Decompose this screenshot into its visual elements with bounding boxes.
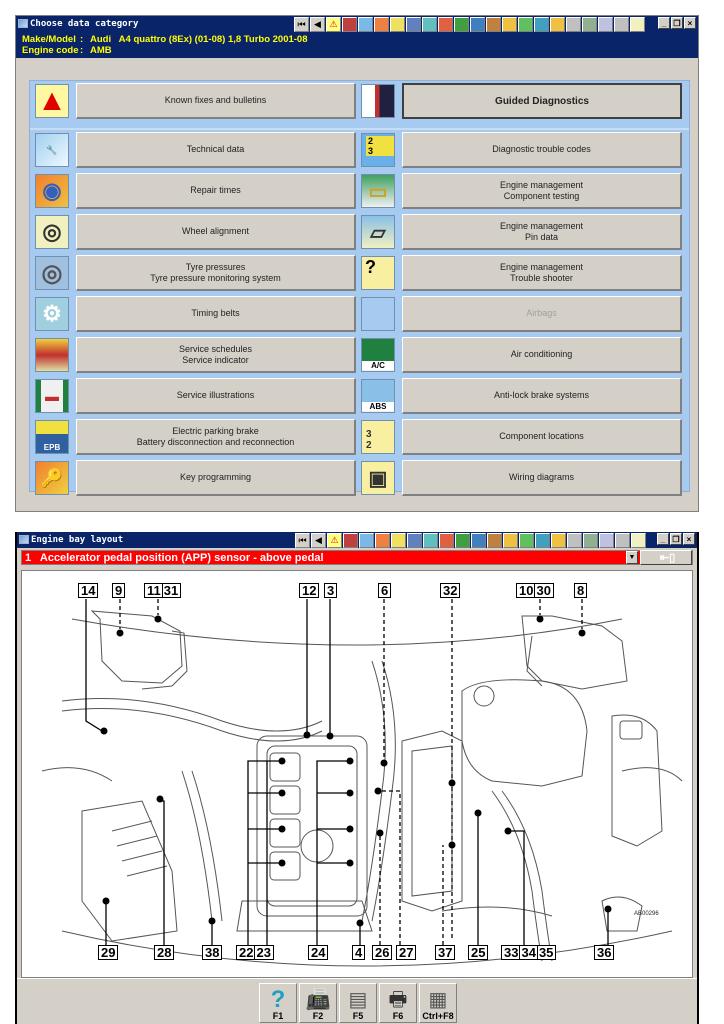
first-icon[interactable]: ⏮ [295,533,310,548]
callout-dot [155,616,162,623]
make-model-label: Make/Model [22,34,76,45]
service-schedule-icon[interactable] [35,338,69,372]
fax-icon: 📠 [305,989,331,1011]
trouble-shooter-icon[interactable] [361,256,395,290]
callout-label[interactable] [396,945,416,960]
car-lift-icon[interactable] [454,17,469,32]
table-icon: ▦ [428,989,448,1011]
callout-label[interactable] [501,945,556,960]
callout-number: 31 [163,583,179,598]
callout-label[interactable] [144,583,181,598]
warning-triangle-icon[interactable]: ▲ [35,84,69,118]
restore-button[interactable]: ❐ [671,17,683,29]
engine-code-label: Engine code [22,45,79,56]
leader-line [248,761,282,945]
callout-dot [117,630,124,637]
wrench-icon[interactable]: 🔧 [35,133,69,167]
callout-dot [357,920,364,927]
callout-label[interactable] [112,583,125,598]
window-title: Engine bay layout [31,535,124,545]
wheel-alignment-icon[interactable]: ◎ [35,215,69,249]
callout-number: 37 [438,945,453,960]
close-button[interactable]: × [683,533,695,545]
document-icon: ▤ [348,989,368,1011]
callout-number: 36 [597,945,612,960]
guided-diag-icon[interactable] [342,17,357,32]
callout-dot [579,630,586,637]
button-sublabel: Trouble shooter [510,272,573,283]
minimize-button[interactable]: _ [657,533,669,545]
function-key-ctrl-f8[interactable] [419,983,457,1023]
tyre-icon[interactable]: ◎ [35,256,69,290]
category-air-conditioning-button[interactable] [402,337,682,373]
button-label: Repair times [190,185,241,195]
toolbar [294,17,645,33]
callout-number: 30 [536,583,551,598]
callout-number: 24 [311,945,326,960]
button-label: Timing belts [191,308,240,318]
callout-dot [605,906,612,913]
callout-dot [279,860,286,867]
category-engine-management-component-testing-button[interactable] [402,173,682,209]
button-sublabel: Battery disconnection and reconnection [136,436,295,447]
engine-bay-layout-window [15,532,699,1024]
restore-button[interactable]: ❐ [670,533,682,545]
epb-icon[interactable] [471,533,486,548]
button-label: Wheel alignment [181,226,250,236]
epb-icon[interactable] [470,17,485,32]
trouble-codes-icon[interactable] [503,533,518,548]
button-label: Engine management [499,179,584,190]
function-key-label: F2 [312,1011,324,1021]
minimize-button[interactable]: _ [658,17,670,29]
window-controls [658,17,696,29]
button-label: Diagnostic trouble codes [492,144,591,154]
callout-label[interactable] [78,583,98,598]
function-key-label: Ctrl+F8 [422,1011,454,1021]
category-electric-parking-brake-battery-disconnection-and-reconnection-button[interactable] [76,419,356,455]
callout-label[interactable] [372,945,392,960]
icon-caption: EPB [36,443,68,452]
button-label: Tyre pressures [185,261,246,272]
leader-line [160,801,164,945]
callout-dot [347,826,354,833]
window-title: Choose data category [30,19,139,29]
callout-label[interactable] [516,583,554,598]
callout-dot [327,733,334,740]
car-lift-icon[interactable]: ▬ [35,379,69,413]
key-icon[interactable] [487,533,502,548]
separator: : [80,45,84,56]
callout-label[interactable] [98,945,118,960]
category-airbags-button[interactable] [402,296,682,332]
callout-label[interactable] [154,945,174,960]
button-label: Engine management [499,261,584,272]
timing-belt-icon[interactable]: ⚙ [35,297,69,331]
back-icon[interactable]: ◀ [310,17,325,32]
callout-number: 14 [81,583,96,598]
category-diagnostic-trouble-codes-button[interactable] [402,132,682,168]
car-lift-icon[interactable] [455,533,470,548]
component-locations-icon[interactable] [615,533,630,548]
trouble-codes-icon[interactable] [502,17,517,32]
airbag-icon[interactable] [567,533,582,548]
callout-number: 29 [101,945,116,960]
button-label: Guided Diagnostics [495,95,589,107]
category-engine-management-pin-data-button[interactable] [402,214,682,250]
pin-data-icon[interactable]: ▱ [361,215,395,249]
first-icon[interactable]: ⏮ [294,17,309,32]
component-test-icon[interactable] [518,17,533,32]
wiring-icon[interactable] [631,533,646,548]
trouble-shooter-icon[interactable] [551,533,566,548]
callout-number: 25 [471,945,486,960]
callout-dot [505,828,512,835]
toolbar [295,533,646,549]
technical-data-icon[interactable] [358,17,373,32]
callout-dot [347,790,354,797]
wheel-alignment-icon[interactable] [390,17,405,32]
ac-icon[interactable] [582,17,597,32]
callout-number: 28 [157,945,172,960]
callout-label[interactable] [440,583,460,598]
icon-caption: 3 2 [366,429,377,451]
callout-number: 38 [205,945,220,960]
callout-number: 27 [399,945,414,960]
button-label: Component locations [499,431,584,441]
wiring-diagram-icon[interactable]: ▣ [361,461,395,495]
airbag-icon[interactable] [361,297,395,331]
guided-diag-icon[interactable] [343,533,358,548]
warning-icon[interactable]: ⚠ [327,533,342,548]
engine-code-value: AMB [90,45,112,56]
callout-dot [375,788,382,795]
callout-dot [279,826,286,833]
button-label: Wiring diagrams [508,472,575,482]
callout-number: 22 [239,945,254,960]
icon-caption: ABS [362,402,394,411]
category-repair-times-button[interactable] [76,173,356,209]
button-label: Key programming [179,472,252,482]
button-label: Service schedules [178,343,253,354]
callout-number: 10 [519,583,534,598]
airbag-icon[interactable] [566,17,581,32]
callout-number: 8 [577,583,585,598]
service-icon[interactable] [438,17,453,32]
function-key-f1[interactable] [259,983,297,1023]
button-label: Air conditioning [510,349,573,359]
epb-icon[interactable] [35,420,69,454]
button-sublabel: Service indicator [182,354,249,365]
callout-dot [537,616,544,623]
callout-dot [449,780,456,787]
callout-number: 32 [443,583,458,598]
timing-belt-icon[interactable] [422,17,437,32]
category-wiring-diagrams-button[interactable] [402,460,682,496]
callout-label[interactable] [236,945,274,960]
leader-line [317,761,350,945]
button-label: Known fixes and bulletins [164,95,267,105]
callout-number: 4 [355,945,363,960]
car-key-icon[interactable]: 🔑 [35,461,69,495]
callout-number: 11 [147,583,161,598]
callout-number: 6 [381,583,389,598]
category-engine-management-trouble-shooter-button[interactable] [402,255,682,291]
wiring-icon[interactable] [630,17,645,32]
window-controls [657,533,695,545]
callout-number: 23 [256,945,271,960]
trouble-shooter-icon[interactable] [550,17,565,32]
back-icon[interactable]: ◀ [311,533,326,548]
help-icon: ? [270,986,286,1013]
component-testing-icon[interactable]: ▭ [361,174,395,208]
category-service-schedules-service-indicator-button[interactable] [76,337,356,373]
clock-icon[interactable]: ◉ [35,174,69,208]
separator: : [80,34,84,45]
trouble-codes-icon[interactable] [361,133,395,167]
category-wheel-alignment-button[interactable] [76,214,356,250]
printer-icon: 🖶 [388,989,408,1011]
vehicle-info [16,32,698,58]
component-selector[interactable] [21,550,693,565]
exit-button[interactable] [640,550,692,565]
callout-label[interactable] [352,945,365,960]
key-icon[interactable] [486,17,501,32]
callout-dot [103,898,110,905]
make-model-value: Audi A4 quattro (8Ex) (01-08) 1,8 Turbo 2001-08 [90,34,308,45]
callout-dot [347,758,354,765]
abs-icon[interactable] [598,17,613,32]
engine-drawing [22,571,694,979]
button-sublabel: Tyre pressure monitoring system [150,272,281,283]
title-bar [16,16,698,32]
hood-outline [72,619,622,645]
button-label: Engine management [499,220,584,231]
component-locations-icon[interactable] [614,17,629,32]
category-component-locations-button[interactable] [402,419,682,455]
button-label: Service illustrations [176,390,255,400]
icon-caption: ? [365,257,376,277]
component-locations-icon[interactable] [361,420,395,454]
choose-data-category-window [15,15,699,512]
callout-label[interactable] [435,945,455,960]
repair-times-icon[interactable] [375,533,390,548]
divider [30,128,689,130]
function-key-label: F1 [272,1011,284,1021]
icon-caption: 2 3 [366,136,394,156]
callout-label[interactable] [202,945,222,960]
button-sublabel: Pin data [524,231,559,242]
tyre-icon[interactable] [406,17,421,32]
callout-label[interactable] [324,583,337,598]
callout-number: 12 [302,583,317,598]
category-technical-data-button[interactable] [76,132,356,168]
callout-number: 35 [538,945,554,960]
guided-diagnostics-icon[interactable] [361,84,395,118]
callout-label[interactable] [308,945,328,960]
callout-dot [304,732,311,739]
wheel-alignment-icon[interactable] [391,533,406,548]
callout-number: 9 [115,583,123,598]
callout-label[interactable] [468,945,488,960]
callout-dot [101,728,108,735]
icon-caption: A/C [362,361,394,370]
callout-number: 26 [375,945,390,960]
button-sublabel: Component testing [503,190,580,201]
button-label: Airbags [526,308,557,318]
category-tyre-pressures-tyre-pressure-monitoring-system-button[interactable] [76,255,356,291]
category-guided-diagnostics-button[interactable] [402,83,682,119]
category-key-programming-button[interactable] [76,460,356,496]
callout-dot [377,830,384,837]
engine-bay-diagram [21,570,693,978]
abs-icon[interactable] [361,379,395,413]
dropdown-arrow-icon[interactable]: ▼ [626,551,638,564]
close-button[interactable]: × [684,17,696,29]
button-label: Technical data [186,144,245,154]
service-icon[interactable] [439,533,454,548]
function-key-f6[interactable] [379,983,417,1023]
callout-label[interactable] [299,583,319,598]
component-test-icon[interactable] [519,533,534,548]
selected-component: 1 Accelerator pedal position (APP) sensor - above pedal [25,551,324,564]
callout-dot [347,860,354,867]
title-bar [17,532,697,548]
button-label: Anti-lock brake systems [493,390,590,400]
callout-label[interactable] [378,583,391,598]
repair-times-icon[interactable] [374,17,389,32]
pin-data-icon[interactable] [534,17,549,32]
callout-number: 3 [327,583,335,598]
function-key-f2[interactable] [299,983,337,1023]
callout-dot [209,918,216,925]
callout-number: 34 [521,945,536,960]
warning-icon[interactable]: ⚠ [326,17,341,32]
ac-icon[interactable] [583,533,598,548]
technical-data-icon[interactable] [359,533,374,548]
ac-icon[interactable] [361,338,395,372]
timing-belt-icon[interactable] [423,533,438,548]
function-key-f5[interactable] [339,983,377,1023]
callout-dot [279,790,286,797]
button-label: Electric parking brake [172,425,259,436]
category-panel [29,80,690,492]
tyre-icon[interactable] [407,533,422,548]
abs-icon[interactable] [599,533,614,548]
exit-icon: ⇤▯ [659,552,676,564]
pin-data-icon[interactable] [535,533,550,548]
category-known-fixes-and-bulletins-button[interactable] [76,83,356,119]
callout-dot [449,842,456,849]
category-timing-belts-button[interactable] [76,296,356,332]
function-key-label: F5 [352,1011,364,1021]
figure-id: AB00296 [634,911,659,917]
callout-dot [157,796,164,803]
function-key-bar [17,978,697,1024]
callout-dot [475,810,482,817]
callout-number: 33 [504,945,519,960]
callout-label[interactable] [594,945,614,960]
category-service-illustrations-button[interactable] [76,378,356,414]
function-key-label: F6 [392,1011,404,1021]
callout-label[interactable] [574,583,587,598]
callout-dot [381,760,388,767]
category-anti-lock-brake-systems-button[interactable] [402,378,682,414]
callout-dot [279,758,286,765]
